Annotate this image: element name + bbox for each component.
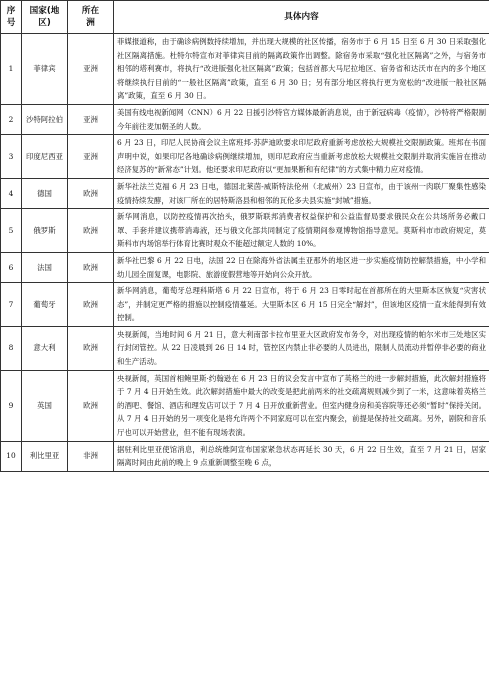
row-number: 10: [1, 441, 22, 471]
table-row: [1, 135, 489, 179]
table-row: [1, 178, 489, 208]
row-continent: 欧洲: [68, 370, 114, 441]
row-number: 1: [1, 34, 22, 105]
row-country: 葡萄牙: [22, 283, 68, 327]
header-continent: 所在 洲: [68, 1, 114, 34]
row-country: 利比里亚: [22, 441, 68, 471]
table-row: [1, 283, 489, 327]
row-continent: 欧洲: [68, 283, 114, 327]
row-number: 4: [1, 178, 22, 208]
row-content: 菲媒报道称，由于确诊病例数持续增加，并出现大规模的社区传播，宿务市于 6 月 15 日至 6 月 30 日采取强化社区隔离措施。杜特尔特宣布对菲律宾目前的隔离政策作出调整。除宿务市采取“强化社区隔离”之外，与宿务市相邻的塔利赛市，将执行“改进版强化社区隔离”政策；包括首都大马尼拉地区、宿务省和达沃市在内的多个地区将继续执行目前的“一般社区隔离”政策，直至 6 月 30 日；另有部分地区将执行更为宽松的“改进版一般社区隔离”政策，直至 6 月 30 日。: [114, 34, 489, 105]
row-country: 意大利: [22, 326, 68, 370]
row-number: 7: [1, 283, 22, 327]
row-content: 据驻利比里亚使馆消息，利总统维阿宣布国家紧急状态再延长 30 天，6 月 22 日生效，直至 7 月 21 日，居家隔离时间由此前的晚上 9 点重新调整至晚 6 点，: [114, 441, 489, 471]
row-continent: 非洲: [68, 441, 114, 471]
row-number: 3: [1, 135, 22, 179]
row-country: 俄罗斯: [22, 209, 68, 253]
row-content: 央视新闻，当地时间 6 月 21 日，意大利南部卡拉布里亚大区政府发布务令，对出现疫情的帕尔米市三处地区实行封闭管控。从 22 日凌晨到 26 日 14 时，管控区内禁止非必要的人员进出，限制人员流动并暂停非必要的商业和生产活动。: [114, 326, 489, 370]
header-content: 具体内容: [114, 1, 489, 34]
row-continent: 亚洲: [68, 104, 114, 134]
row-number: 2: [1, 104, 22, 134]
row-content: 美国有线电视新闻网（CNN）6 月 22 日援引沙特官方媒体最新消息说，由于新冠病毒（疫情），沙特将严格限制今年前往麦加朝圣的人数。: [114, 104, 489, 134]
table-row: [1, 326, 489, 370]
row-continent: 欧洲: [68, 326, 114, 370]
row-continent: 欧洲: [68, 252, 114, 282]
table-header-row: [1, 1, 489, 34]
row-number: 8: [1, 326, 22, 370]
row-content: 新华网消息，葡萄牙总理科斯塔 6 月 22 日宣布，将于 6 月 23 日零时起在首都所在的大里斯本区恢复“灾害状态”，并制定更严格的措施以控制疫情蔓延。大里斯本区 6 月 15 日完全“解封”，但该地区疫情一直未能得到有效控制。: [114, 283, 489, 327]
row-content: 6 月 23 日，印尼人民协商会议主席班邦·苏萨迪欧要求印尼政府重新考虑放松大规模社交限制政策。班邦在书面声明中说，如果印尼各地确诊病例继续增加，则印尼政府应当重新考虑放松大规模社交限制并取消实施旨在推动经济复苏的“新常态”计划。他还要求印尼政府以“更加果断和有纪律”的方式集中精力应对疫情。: [114, 135, 489, 179]
table-row: [1, 441, 489, 471]
row-country: 印度尼西亚: [22, 135, 68, 179]
row-continent: 欧洲: [68, 178, 114, 208]
row-country: 菲律宾: [22, 34, 68, 105]
header-no: 序 号: [1, 1, 22, 34]
table-row: [1, 209, 489, 253]
row-country: 法国: [22, 252, 68, 282]
row-content: 新华网消息，以防控疫情再次抬头，俄罗斯联邦消费者权益保护和公益监督局要求俄民众在公共场所务必戴口罩、手套并建议携带消毒液，还与俄文化部共同制定了疫情期间参观博物馆指导意见。莫斯科市市政府规定，莫斯科市内场馆举行体育比赛时观众不能超过额定人数的 10%。: [114, 209, 489, 253]
row-continent: 亚洲: [68, 135, 114, 179]
row-country: 沙特阿拉伯: [22, 104, 68, 134]
table-row: [1, 104, 489, 134]
row-number: 6: [1, 252, 22, 282]
table-row: [1, 34, 489, 105]
row-continent: 亚洲: [68, 34, 114, 105]
table-row: [1, 370, 489, 441]
row-continent: 欧洲: [68, 209, 114, 253]
row-country: 英国: [22, 370, 68, 441]
table-row: [1, 252, 489, 282]
row-country: 德国: [22, 178, 68, 208]
row-content: 央视新闻，英国首相鲍里斯·约翰逊在 6 月 23 日的议会发言中宣布了英格兰的进一步解封措施，此次解封措施将于 7 月 4 日开始生效。此次解封措施中最大的改变是把此前两米的社交疏离规则减少到了一米，这意味着英格兰的酒吧、餐馆、酒店和理发店可以于 7 月 4 日开放重新营业。但室内健身房和美容院等还必须“暂时”保持关闭。从 7 月 4 日开始的另一项变化是将允许两个不同家庭可以在室内聚会，前提是保持社交疏离。另外，剧院和音乐厅也可以开始营业，但不能有现场表演。: [114, 370, 489, 441]
row-content: 新华社法兰克福 6 月 23 日电，德国北莱茵-威斯特法伦州（北威州）23 日宣布，由于该州一肉联厂聚集性感染疫情持续发酵，对该厂所在的居特斯洛县和相邻的瓦伦多夫县实施“封城”措施。: [114, 178, 489, 208]
row-number: 9: [1, 370, 22, 441]
header-country: 国家(地 区): [22, 1, 68, 34]
row-number: 5: [1, 209, 22, 253]
row-content: 新华社巴黎 6 月 22 日电，法国 22 日在除海外省法属圭亚那外的地区进一步实施疫情防控解禁措施，中小学和幼儿园全面复课，电影院、旅游度假营地等开始向公众开放。: [114, 252, 489, 282]
